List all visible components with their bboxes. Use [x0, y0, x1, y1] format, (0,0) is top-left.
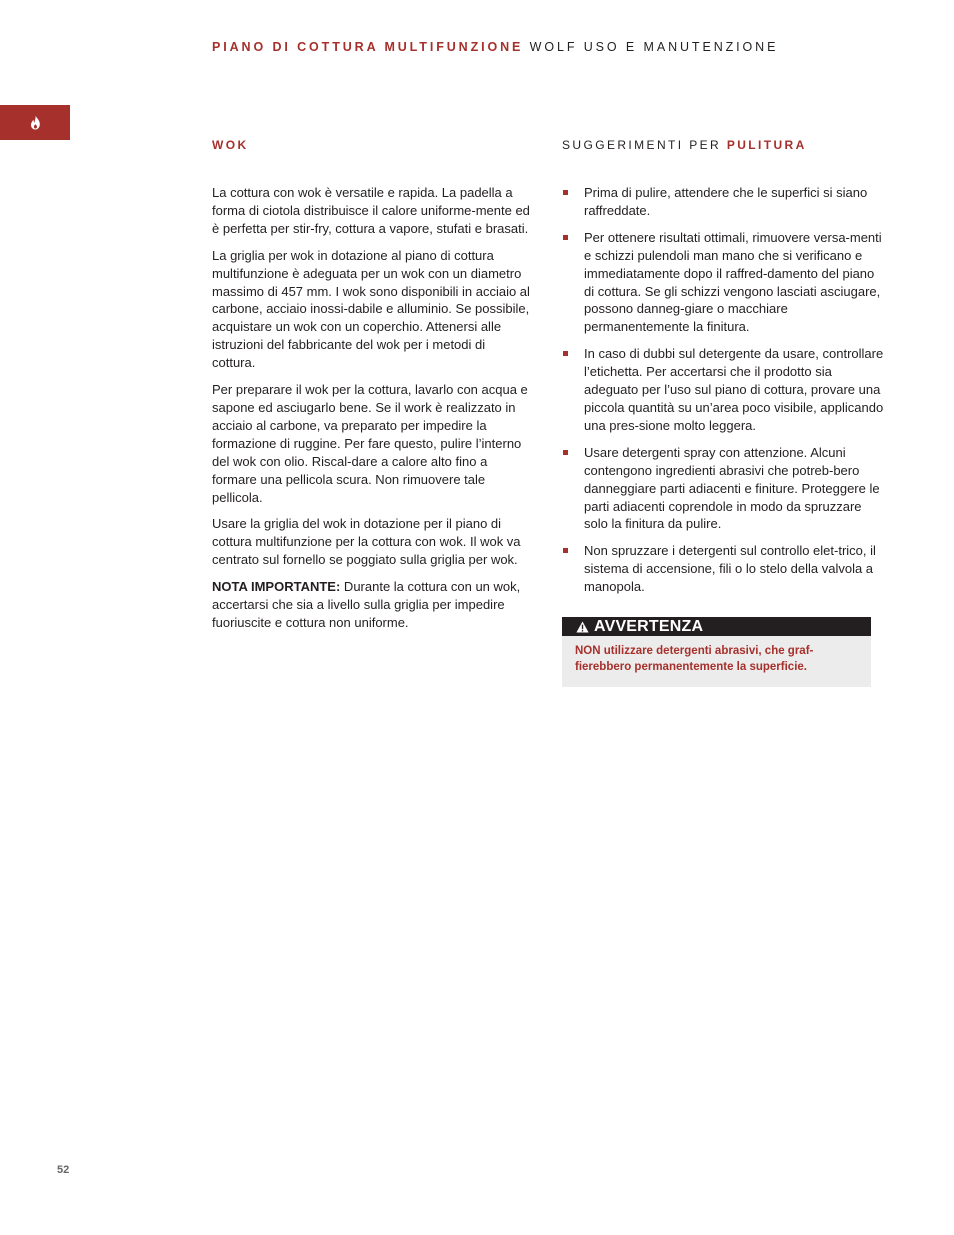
- important-note-label: NOTA IMPORTANTE:: [212, 579, 341, 595]
- important-note-text: Durante la cottura con un wok, accertarsi che sia a livello sulla griglia per impedire fuoriuscite e cottura non uniforme.: [212, 579, 521, 630]
- warning-text: NON utilizzare detergenti abrasivi, che graf-fierebbero permanentemente la superficie.: [562, 636, 871, 687]
- running-header: [212, 40, 912, 54]
- bullet-square-icon: [563, 548, 568, 553]
- flame-icon: [30, 115, 41, 130]
- wok-paragraph-3: Per preparare il wok per la cottura, lavarlo con acqua e sapone ed asciugarlo bene. Se il work è realizzato in acciaio al carbone, va preparato per impedire la formazione di ruggine. Per fare questo, pulire l’interno del wok con olio. Riscal-dare a calore alto fino a formare una pellicola scura. Non rimuovere tale pellicola.: [212, 382, 528, 505]
- list-item: [562, 229, 887, 336]
- header-title-rest: WOLF USO E MANUTENZIONE: [529, 40, 779, 54]
- cleaning-tips-list: [562, 184, 887, 596]
- list-item-text: Non spruzzare i detergenti sul controllo elet-trico, il sistema di accensione, fili o lo stelo della valvola a manopola.: [584, 543, 876, 595]
- warning-triangle-icon: [576, 621, 589, 633]
- page-number: 52: [57, 1164, 70, 1176]
- wok-heading: [212, 138, 532, 154]
- list-item: [562, 184, 887, 220]
- bullet-square-icon: [563, 235, 568, 240]
- wok-heading-text: WOK: [212, 138, 249, 152]
- cleaning-heading: [562, 138, 887, 154]
- list-item-text: Usare detergenti spray con attenzione. Alcuni contengono ingredienti abrasivi che potreb-bero danneggiare parti adiacenti e finiture. Proteggere le parti adiacenti coprendole in modo da spruzzare solo la finitura da pulire.: [584, 444, 880, 532]
- section-tab: [0, 105, 70, 140]
- bullet-square-icon: [563, 351, 568, 356]
- list-item-text: In caso di dubbi sul detergente da usare, controllare l’etichetta. Per accertarsi che il prodotto sia adeguato per l’uso sul piano di cottura, provare una piccola quantità su un’area poco visibile, applicando una pres-sione molto leggera.: [584, 346, 884, 433]
- important-note: [212, 578, 532, 632]
- cleaning-section: [562, 138, 887, 687]
- list-item: [562, 542, 887, 596]
- bullet-square-icon: [563, 450, 568, 455]
- cleaning-heading-plain: SUGGERIMENTI PER: [562, 138, 722, 152]
- warning-box: [562, 617, 871, 687]
- header-title-accent: PIANO DI COTTURA MULTIFUNZIONE: [212, 40, 524, 54]
- list-item-text: Prima di pulire, attendere che le superfici si siano raffreddate.: [584, 185, 868, 218]
- list-item: [562, 345, 887, 435]
- cleaning-heading-accent: PULITURA: [726, 138, 807, 152]
- wok-paragraph-2: La griglia per wok in dotazione al piano di cottura multifunzione è adeguata per un wok con un diametro massimo di 457 mm. I wok sono disponibili in acciaio al carbone, acciaio inossi-dabile e alluminio. Se possibile, acquistare un wok con un coperchio. Attenersi alle istruzioni del fabbricante del wok per i metodi di cottura.: [212, 247, 530, 371]
- wok-paragraph-4: Usare la griglia del wok in dotazione per il piano di cottura multifunzione per la cottura con wok. Il wok va centrato sul fornello se poggiato sulla griglia per wok.: [212, 516, 521, 568]
- warning-header: [562, 617, 871, 636]
- list-item: [562, 444, 887, 534]
- wok-section: [212, 138, 532, 641]
- list-item-text: Per ottenere risultati ottimali, rimuovere versa-menti e schizzi pulendoli man mano che si verificano e immediatamente dopo il raffred-damento del piano di cottura. Se gli schizzi vengono lasciati asciugare, possono danneg-giare o macchiare permanentemente la finitura.: [584, 229, 882, 335]
- bullet-square-icon: [563, 190, 568, 195]
- warning-label: AVVERTENZA: [594, 617, 704, 635]
- wok-paragraph-1: La cottura con wok è versatile e rapida. La padella a forma di ciotola distribuisce il calore uniforme-mente ed è perfetta per stir-fry, cottura a vapore, stufati e brasati.: [212, 185, 530, 236]
